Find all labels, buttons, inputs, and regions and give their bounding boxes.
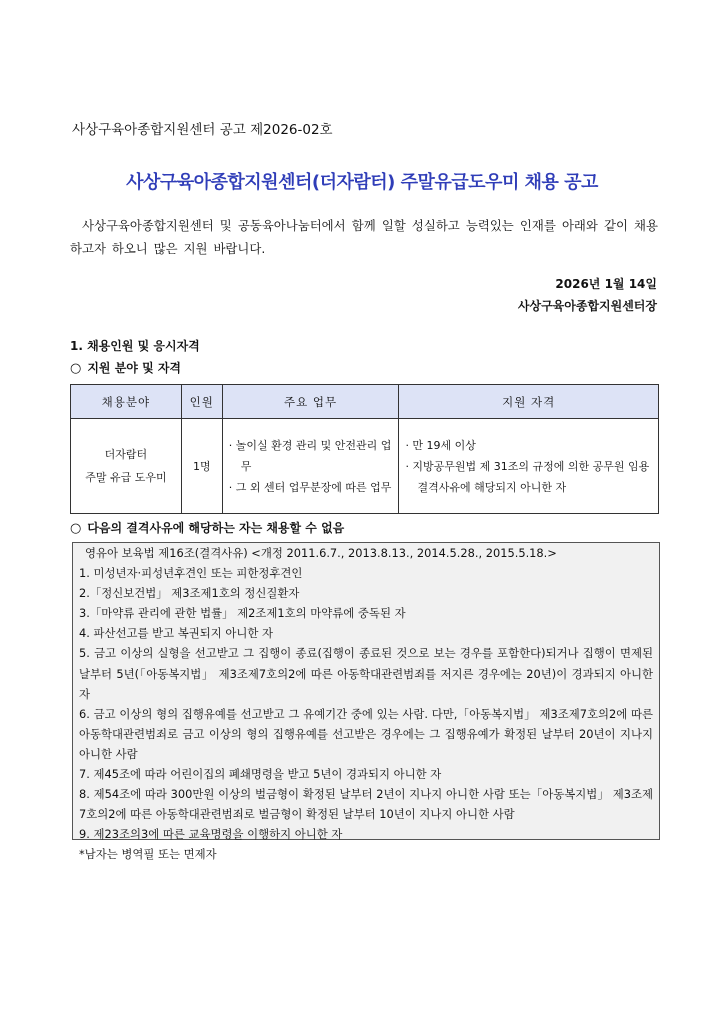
notice-number: 사상구육아종합지원센터 공고 제2026-02호 [72,122,333,138]
cell-qualifications [399,419,659,514]
circle-bullet-icon: ○ [70,521,82,536]
qualification-item: · 지방공무원법 제 31조의 규정에 의한 공무원 임용 결격사유에 해당되지 아니한 자 [405,459,650,494]
list-item: 8. 제54조에 따라 300만원 이상의 벌금형이 확정된 날부터 2년이 지나지 아니한 사람 또는「아동복지법」 제3조제7호의2에 따른 아동학대관련범죄로 벌금형이 확정된 날부터 10년이 지나지 아니한 사람 [79,787,653,822]
intro-paragraph: 사상구육아종합지원센터 및 공동육아나눔터에서 함께 일할 성실하고 능력있는 인재를 아래와 같이 채용하고자 하오니 많은 지원 바랍니다. [70,218,658,256]
table-header-row [71,385,659,419]
sub-heading-text: 지원 분야 및 자격 [87,361,182,375]
sub-heading-field-qualification [70,359,181,376]
list-item: 7. 제45조에 따라 어린이집의 폐쇄명령을 받고 5년이 경과되지 아니한 자 [79,767,442,782]
duty-item: · 그 외 센터 업무분장에 따른 업무 [228,480,392,494]
cell-field [71,419,182,514]
list-item: 5. 금고 이상의 실형을 선고받고 그 집행이 종료(집행이 종료된 것으로 보는 경우를 포함한다)되거나 집행이 면제된 날부터 5년(「아동복지법」 제3조제7호의2에 따른 아동학대관련범죄를 저지른 경우에는 20년)이 경과되지 아니한 자 [79,646,653,701]
list-item: 1. 미성년자·피성년후견인 또는 피한정후견인 [79,566,303,581]
list-item: 9. 제23조의3에 따른 교육명령을 이행하지 아니한 자 [79,827,343,842]
cell-duties [222,419,399,514]
header-count: 인원 [181,385,222,419]
header-field: 채용분야 [71,385,182,419]
list-item: 6. 금고 이상의 형의 집행유예를 선고받고 그 유예기간 중에 있는 사람. 다만,「아동복지법」 제3조제7호의2에 따른 아동학대관련범죄로 금고 이상의 형의 집행유예를 선고받은 경우에는 그 집행유예가 확정된 날부터 20년이 지나지 아니한 사람 [79,706,653,761]
field-line-2: 주말 유급 도우미 [85,471,167,484]
header-duties: 주요 업무 [222,385,399,419]
list-item: 4. 파산선고를 받고 복권되지 아니한 자 [79,626,274,641]
military-note: *남자는 병역필 또는 면제자 [79,847,217,862]
disqualification-heading [70,519,344,536]
duty-item: · 놀이실 환경 관리 및 안전관리 업무 [228,438,392,473]
section-heading-recruitment: 1. 채용인원 및 응시자격 [70,339,200,353]
field-line-1: 더자람터 [104,448,148,461]
law-reference: 영유아 보육법 제16조(결격사유) <개정 2011.6.7., 2013.8.13., 2014.5.28., 2015.5.18.> [85,546,557,560]
list-item: 3.「마약류 관리에 관한 법률」 제2조제1호의 마약류에 중독된 자 [79,606,406,621]
disqualification-box [72,542,660,862]
disqualification-heading-text: 다음의 결격사유에 해당하는 자는 채용할 수 없음 [87,521,345,535]
announcement-date: 2026년 1월 14일 [555,277,657,291]
list-item: 2.「정신보건법」 제3조제1호의 정신질환자 [79,586,300,601]
cell-count: 1명 [181,419,222,514]
qualification-item: · 만 19세 이상 [405,438,476,452]
circle-bullet-icon: ○ [70,361,82,376]
table-row [71,419,659,514]
page-title: 사상구육아종합지원센터(더자람터) 주말유급도우미 채용 공고 [126,172,598,193]
recruitment-table [70,384,659,514]
issuer-name: 사상구육아종합지원센터장 [517,299,657,313]
header-qualifications: 지원 자격 [399,385,659,419]
